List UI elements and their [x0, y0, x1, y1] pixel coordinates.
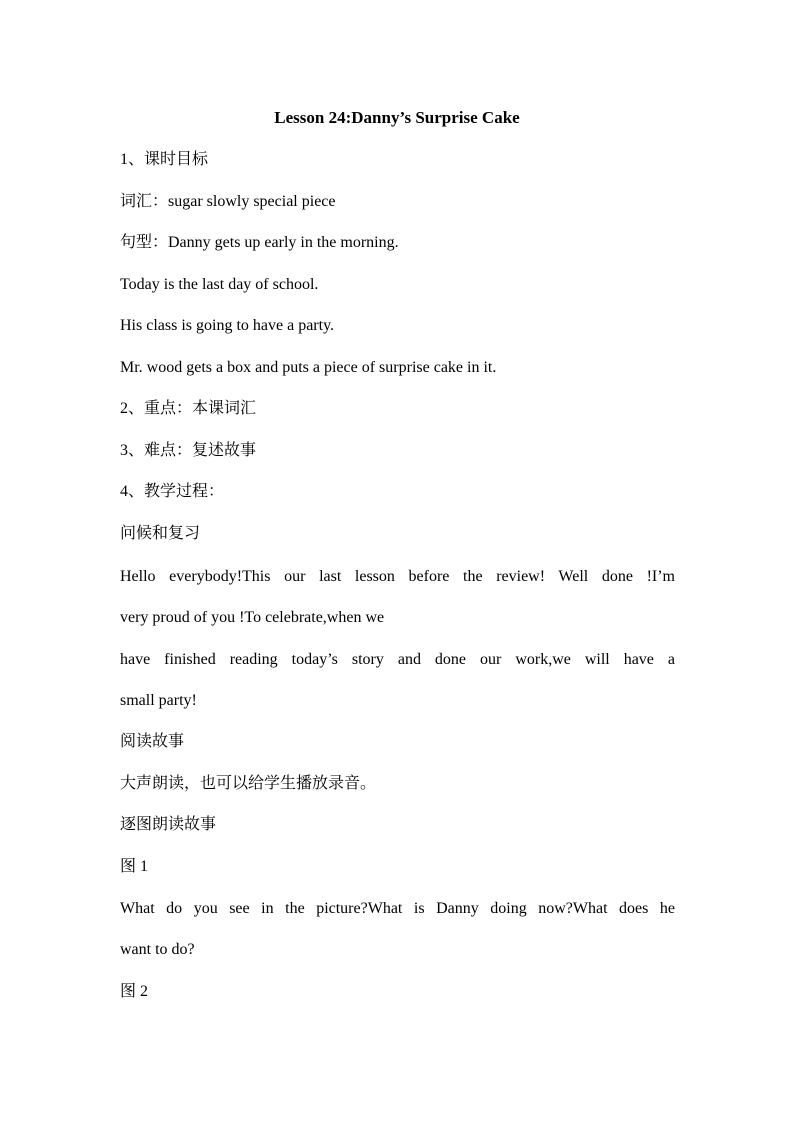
figure-label: 图 2 — [120, 983, 149, 1000]
document-title: Lesson 24:Danny’s Surprise Cake — [274, 108, 520, 127]
picture-reading-heading: 逐图朗读故事 — [120, 816, 217, 833]
reading-story-heading: 阅读故事 — [120, 733, 185, 750]
question-line: What do you see in the picture?What is Danny doing now?What does he — [120, 900, 675, 917]
key-points-line: 2、重点：本课词汇 — [120, 400, 257, 417]
sentence-line: Today is the last day of school. — [120, 276, 319, 293]
paragraph-line: Hello everybody!This our last lesson before the review! Well done !I’m — [120, 568, 675, 585]
greeting-review-heading: 问候和复习 — [120, 525, 201, 542]
section-objectives-heading: 1、课时目标 — [120, 151, 209, 168]
question-line: want to do? — [120, 941, 195, 958]
teaching-process-heading: 4、教学过程： — [120, 483, 225, 500]
reading-instruction-line: 大声朗读，也可以给学生播放录音。 — [120, 775, 377, 792]
paragraph-line: small party! — [120, 692, 197, 709]
difficult-points-line: 3、难点：复述故事 — [120, 442, 257, 459]
figure-label: 图 1 — [120, 858, 149, 875]
sentence-line: Mr. wood gets a box and puts a piece of surprise cake in it. — [120, 359, 497, 376]
sentence-line: His class is going to have a party. — [120, 317, 335, 334]
sentence-pattern-line: 句型：Danny gets up early in the morning. — [120, 234, 399, 251]
vocabulary-line: 词汇：sugar slowly special piece — [120, 193, 336, 210]
paragraph-line: have finished reading today’s story and done our work,we will have a — [120, 651, 675, 668]
paragraph-line: very proud of you !To celebrate,when we — [120, 609, 385, 626]
